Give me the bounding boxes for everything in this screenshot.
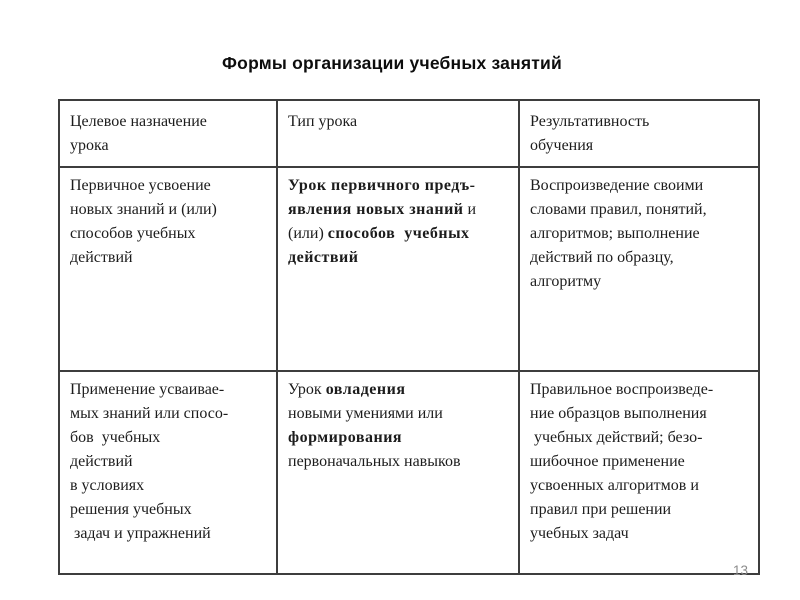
table-header-row — [59, 100, 759, 167]
table-row — [59, 167, 759, 371]
lesson-forms-table — [58, 99, 760, 575]
header-cell-result: Результативность обучения — [519, 100, 759, 167]
cell-goal: Первичное усвоение новых знаний и (или) способов учебных действий — [59, 167, 277, 371]
cell-result: Воспроизведение своими словами правил, понятий, алгоритмов; выполнение действий по образцу, алгоритму — [519, 167, 759, 371]
header-cell-goal: Целевое назначение урока — [59, 100, 277, 167]
cell-goal: Применение усваивае- мых знаний или спосо- бов учебных действий в условиях решения учебных задач и упражнений — [59, 371, 277, 574]
slide-title: Формы организации учебных занятий — [222, 53, 562, 73]
cell-result: Правильное воспроизведе- ние образцов выполнения учебных действий; безо- шибочное применение усвоенных алгоритмов и правил при решении учебных задач — [519, 371, 759, 574]
cell-type: Урок первичного предъ- явления новых знаний и (или) способов учебных действий — [277, 167, 519, 371]
cell-type: Урок овладения новыми умениями или формирования первоначальных навыков — [277, 371, 519, 574]
header-cell-type: Тип урока — [277, 100, 519, 167]
table-row — [59, 371, 759, 574]
page-number: 13 — [733, 563, 749, 578]
